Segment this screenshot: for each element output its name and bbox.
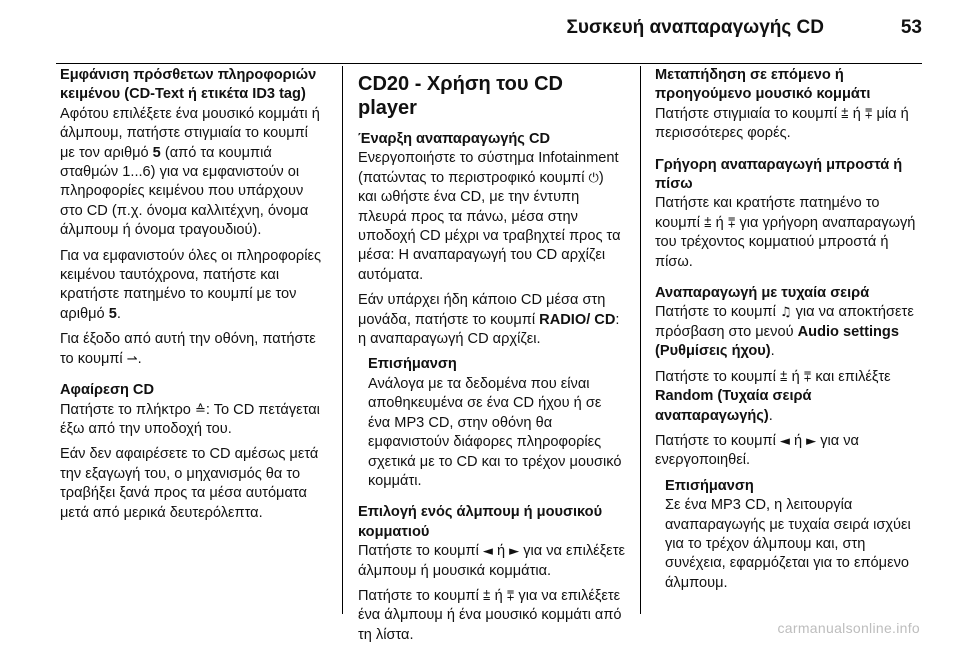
paragraph: Πατήστε το κουμπί ◄ ή ► για να επιλέξετε άλμπουμ ή μουσικά κομμάτια. [358, 543, 625, 579]
paragraph: Πατήστε το κουμπί ♫ για να αποκτήσετε πρόσβαση στο μενού Audio settings (Ρυθμίσεις ήχου). [655, 304, 914, 360]
up-seek-icon: ⩲ [841, 106, 849, 122]
note-box [665, 477, 925, 593]
right-arrow-icon: ► [509, 544, 520, 560]
note-text: Ανάλογα με τα δεδομένα που είναι αποθηκευμένα σε ένα CD ήχου ή σε ένα MP3 CD, στην οθόνη θα εμφανιστούν διάφορες πληροφορίες σχετικά με το CD και το τρέχον μουσικό κομμάτι. [368, 375, 622, 489]
music-note-icon: ♫ [779, 305, 792, 321]
note-heading: Επισήμανση [368, 356, 457, 373]
paragraph: Εάν υπάρχει ήδη κάποιο CD μέσα στη μονάδα, πατήστε το κουμπί RADIO/ CD: η αναπαραγωγή CD αρχίζει. [358, 292, 620, 348]
paragraph: Πατήστε και κρατήστε πατημένο το κουμπί ⩲ ή ⩱ για γρήγορη αναπαραγωγή του τρέχοντος κομματιού μπροστά ή πίσω. [655, 195, 916, 270]
paragraph: Εάν δεν αφαιρέσετε το CD αμέσως μετά την εξαγωγή του, ο μηχανισμός θα το τραβήξει ξανά προς τα μέσα αυτόματα μετά από μερικά δευτερόλεπτα. [60, 446, 319, 521]
header-rule [56, 63, 922, 64]
note-heading: Επισήμανση [665, 477, 754, 494]
paragraph: Αφότου επιλέξετε ένα μουσικό κομμάτι ή άλμπουμ, πατήστε στιγμιαία το κουμπί με τον αριθμό 5 (από τα κουμπιά σταθμών 1...6) για να εμφανιστούν οι πληροφορίες κειμένου που υπάρχουν στο CD (π.χ. όνομα καλλιτέχνη, όνομα άλμπουμ ή όνομα τραγουδιού). [60, 105, 320, 239]
left-arrow-icon: ◄ [779, 433, 790, 449]
note-box [368, 355, 626, 491]
up-seek-icon: ⩲ [704, 215, 712, 231]
paragraph: Πατήστε το πλήκτρο ≙: Το CD πετάγεται έξω από την υποδοχή του. [60, 401, 320, 437]
text-info-section [60, 66, 326, 369]
right-arrow-icon: ► [806, 433, 817, 449]
note-text: Σε ένα MP3 CD, η λειτουργία αναπαραγωγής με τυχαία σειρά ισχύει για το τρέχον άλμπουμ και, στη συνέχεια, εφαρμόζεται για το επόμενο άλμπουμ. [665, 497, 911, 591]
section-heading: Αναπαραγωγή με τυχαία σειρά [655, 285, 870, 302]
down-seek-icon: ⩱ [803, 369, 812, 385]
running-title: Συσκευή αναπαραγωγής CD [566, 17, 824, 38]
paragraph: Ενεργοποιήστε το σύστημα Infotainment (πατώντας το περιστροφικό κουμπί ⏻) και ωθήστε ένα CD, με την έντυπη πλευρά προς τα πάνω, μέσα στην υποδοχή CD μέχρι να τραβηχτεί προς τα μέσα: Η αναπαραγωγή του CD αρχίζει αυτόματα. [358, 150, 621, 283]
select-album-section [358, 503, 626, 645]
section-heading: Εμφάνιση πρόσθετων πληροφοριών κειμένου (CD-Text ή ετικέτα ID3 tag) [60, 67, 317, 103]
power-icon: ⏻ [588, 170, 599, 186]
column-divider [342, 66, 343, 614]
random-playback-section [655, 284, 925, 593]
watermark: carmanualsonline.info [777, 620, 920, 636]
eject-icon: ≙ [194, 402, 206, 418]
column-right [655, 66, 925, 605]
down-seek-icon: ⩱ [727, 215, 736, 231]
column-divider [640, 66, 641, 614]
column-middle [358, 66, 626, 657]
up-seek-icon: ⩲ [779, 369, 788, 385]
skip-track-section [655, 66, 925, 144]
section-heading: Επιλογή ενός άλμπουμ ή μουσικού κομματιού [358, 504, 603, 540]
paragraph: Πατήστε το κουμπί ⩲ ή ⩱ και επιλέξτε Random (Τυχαία σειρά αναπαραγωγής). [655, 368, 891, 424]
left-arrow-icon: ◄ [482, 544, 493, 560]
section-heading: Έναρξη αναπαραγωγής CD [358, 131, 551, 147]
up-seek-icon: ⩲ [482, 588, 491, 604]
paragraph: Για έξοδο από αυτή την οθόνη, πατήστε το κουμπί ⇀. [60, 331, 316, 367]
paragraph: Για να εμφανιστούν όλες οι πληροφορίες κειμένου ταυτόχρονα, πατήστε και κρατήστε πατημένο το κουμπί με τον αριθμό 5. [60, 247, 322, 322]
down-seek-icon: ⩱ [506, 588, 515, 604]
column-left [60, 66, 326, 535]
start-playback-section [358, 130, 626, 491]
page-number: 53 [900, 17, 922, 38]
section-heading: Αφαίρεση CD [60, 382, 154, 399]
fast-forward-section [655, 156, 925, 272]
down-seek-icon: ⩱ [864, 106, 873, 122]
section-heading: Μεταπήδηση σε επόμενο ή προηγούμενο μουσικό κομμάτι [655, 67, 871, 103]
paragraph: Πατήστε στιγμιαία το κουμπί ⩲ ή ⩱ μία ή περισσότερες φορές. [655, 105, 909, 142]
remove-cd-section [60, 381, 326, 523]
section-heading: Γρήγορη αναπαραγωγή μπροστά ή πίσω [655, 156, 903, 193]
page-section-title: CD20 - Χρήση του CD player [358, 73, 563, 119]
back-icon: ⇀ [126, 351, 138, 367]
paragraph: Πατήστε το κουμπί ⩲ ή ⩱ για να επιλέξετε ένα άλμπουμ ή ένα μουσικό κομμάτι από τη λίστα. [358, 587, 622, 643]
paragraph: Πατήστε το κουμπί ◄ ή ► για να ενεργοποιηθεί. [655, 432, 859, 469]
